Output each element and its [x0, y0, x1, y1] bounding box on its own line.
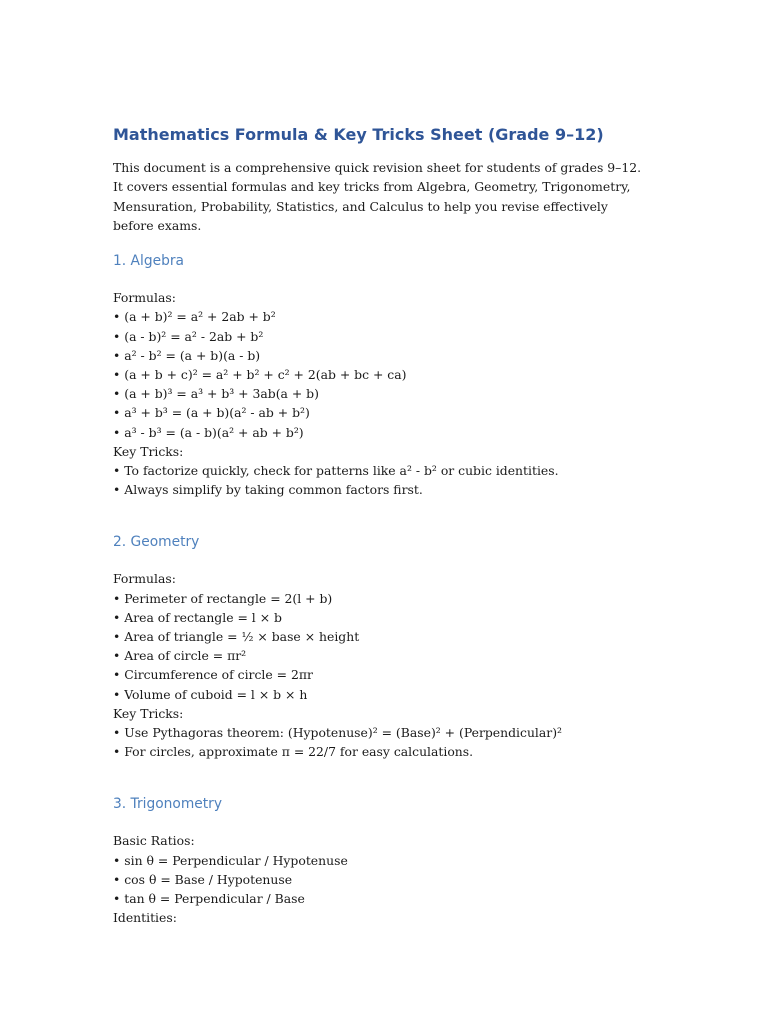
formula-line: • Perimeter of rectangle = 2(l + b) — [113, 590, 333, 606]
section-line: Formulas: — [113, 571, 176, 587]
section-algebra — [113, 251, 643, 499]
section-heading: 1. Algebra — [113, 253, 184, 270]
document-page — [113, 122, 643, 927]
section-line: Key Tricks: — [113, 705, 184, 721]
section-lines — [113, 288, 643, 499]
formula-line: • sin θ = Perpendicular / Hypotenuse — [113, 852, 348, 868]
trick-line: • For circles, approximate π = 22/7 for easy calculations. — [113, 744, 474, 760]
section-heading: 3. Trigonometry — [113, 796, 223, 813]
formula-line: • tan θ = Perpendicular / Base — [113, 891, 305, 907]
section-geometry — [113, 532, 643, 761]
formula-line: • (a - b)² = a² - 2ab + b² — [113, 328, 264, 344]
section-lines — [113, 569, 643, 761]
formula-line: • (a + b)² = a² + 2ab + b² — [113, 309, 276, 325]
section-lines — [113, 831, 643, 927]
intro-paragraph: This document is a comprehensive quick revision sheet for students of grades 9–12. It covers essential formulas and key tricks from Algebra, Geometry, Trigonometry, Mensuration, Probability, Statistics, and Calculus to help you revise effectively before exams. — [113, 160, 642, 233]
section-trigonometry — [113, 794, 643, 927]
section-line: Basic Ratios: — [113, 833, 195, 849]
formula-line: • Area of rectangle = l × b — [113, 609, 282, 625]
formula-line: • a³ - b³ = (a - b)(a² + ab + b²) — [113, 424, 304, 440]
section-line: Formulas: — [113, 290, 176, 306]
formula-line: • (a + b + c)² = a² + b² + c² + 2(ab + bc + ca) — [113, 367, 407, 382]
formula-line: • Area of triangle = ½ × base × height — [113, 629, 360, 645]
trick-line: • To factorize quickly, check for patterns like a² - b² or cubic identities. — [113, 463, 559, 479]
formula-line: • a² - b² = (a + b)(a - b) — [113, 347, 261, 363]
trick-line: • Use Pythagoras theorem: (Hypotenuse)² = (Base)² + (Perpendicular)² — [113, 725, 563, 741]
section-heading: 2. Geometry — [113, 534, 200, 551]
formula-line: • (a + b)³ = a³ + b³ + 3ab(a + b) — [113, 386, 319, 402]
formula-line: • a³ + b³ = (a + b)(a² - ab + b²) — [113, 405, 310, 421]
formula-line: • Area of circle = πr² — [113, 648, 247, 664]
formula-line: • Circumference of circle = 2πr — [113, 667, 313, 683]
document-title: Mathematics Formula & Key Tricks Sheet (Grade 9–12) — [113, 125, 604, 144]
section-line: Identities: — [113, 910, 177, 926]
section-line: Key Tricks: — [113, 443, 184, 459]
formula-line: • Volume of cuboid = l × b × h — [113, 686, 308, 702]
trick-line: • Always simplify by taking common factors first. — [113, 482, 423, 498]
formula-line: • cos θ = Base / Hypotenuse — [113, 871, 293, 887]
